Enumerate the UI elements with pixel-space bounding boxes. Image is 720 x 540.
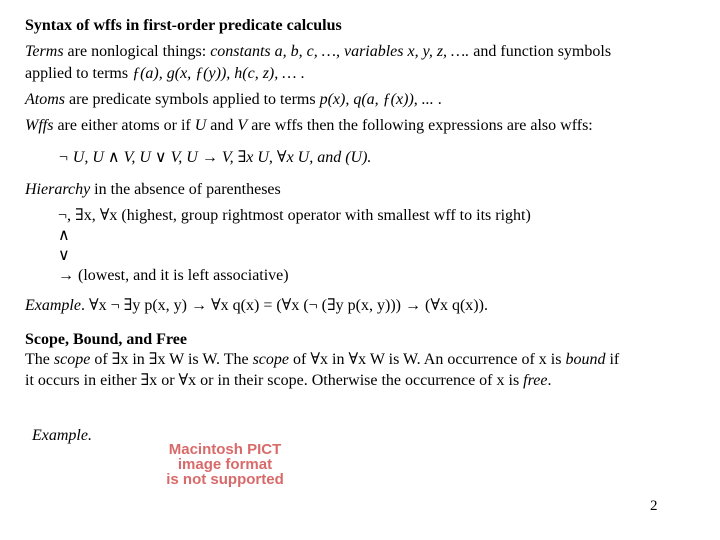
scope-term-2: scope xyxy=(252,351,290,368)
wffs-text-2: and xyxy=(206,117,238,134)
atoms-text-2: . xyxy=(433,91,442,108)
terms-word: Terms xyxy=(25,43,64,60)
wffs-v: V xyxy=(237,117,248,134)
scope-text-b: of ∃x in ∃x W is W. The xyxy=(90,351,253,368)
pict-line-1: Macintosh PICT xyxy=(168,441,282,458)
terms-line-1 xyxy=(25,42,705,62)
hierarchy-item-4: → (lowest, and it is left associative) xyxy=(58,267,289,284)
terms-text-2: and function symbols xyxy=(469,43,612,60)
wffs-line xyxy=(25,116,705,136)
hierarchy-item-2: ∧ xyxy=(58,227,70,244)
wffs-word: Wffs xyxy=(25,117,54,134)
scope-text-f: . xyxy=(547,372,552,389)
scope-text-d: if xyxy=(605,351,620,368)
bound-term: bound xyxy=(565,351,606,368)
atoms-line xyxy=(25,90,705,110)
terms-line-2 xyxy=(25,64,705,84)
wffs-text-1: are either atoms or if xyxy=(53,117,195,134)
hierarchy-item-1: ¬, ∃x, ∀x (highest, group rightmost operator with smallest wff to its right) xyxy=(58,207,531,224)
scope-line-1 xyxy=(25,350,705,370)
wff-forms: ¬ U, U ∧ V, U ∨ V, U → V, ∃x U, ∀x U, and (U). xyxy=(58,149,372,166)
unsupported-image-placeholder xyxy=(150,442,300,487)
terms-text-3: applied to terms xyxy=(25,65,133,82)
pict-line-3: is not supported xyxy=(166,471,284,488)
pict-line-2: image format xyxy=(177,456,273,473)
page-number: 2 xyxy=(650,498,658,514)
atoms-expression: p(x), q(a, ƒ(x)), ... xyxy=(319,91,434,108)
scope-term: scope xyxy=(53,351,91,368)
hierarchy-word: Hierarchy xyxy=(25,181,91,198)
slide-title: Syntax of wffs in first-order predicate calculus xyxy=(25,17,342,34)
scope-text-e: it occurs in either ∃x or ∀x or in their scope. Otherwise the occurrence of x is xyxy=(25,372,524,389)
terms-constants-variables: constants a, b, c, …, variables x, y, z, …. xyxy=(210,43,470,60)
atoms-word: Atoms xyxy=(25,91,65,108)
scope-text-a: The xyxy=(25,351,54,368)
hierarchy-text: in the absence of parentheses xyxy=(90,181,281,198)
free-term: free xyxy=(523,372,548,389)
hierarchy-line xyxy=(25,180,705,200)
wffs-u: U xyxy=(194,117,207,134)
wffs-text-3: are wffs then the following expressions are also wffs: xyxy=(247,117,593,134)
example-1-word: Example xyxy=(25,297,81,314)
scope-title: Scope, Bound, and Free xyxy=(25,331,187,348)
example-2-label: Example. xyxy=(32,427,92,444)
scope-text-c: of ∀x in ∀x W is W. An occurrence of x is xyxy=(289,351,566,368)
terms-function-examples: ƒ(a), g(x, ƒ(y)), h(c, z), … xyxy=(132,65,297,82)
example-1 xyxy=(25,296,705,316)
hierarchy-item-3: ∨ xyxy=(58,247,70,264)
terms-text-4: . xyxy=(296,65,305,82)
atoms-text-1: are predicate symbols applied to terms xyxy=(65,91,320,108)
example-1-expression: . ∀x ¬ ∃y p(x, y) → ∀x q(x) = (∀x (¬ (∃y p(x, y))) → (∀x q(x)). xyxy=(80,297,488,314)
terms-text-1: are nonlogical things: xyxy=(63,43,211,60)
scope-line-2 xyxy=(25,371,705,391)
